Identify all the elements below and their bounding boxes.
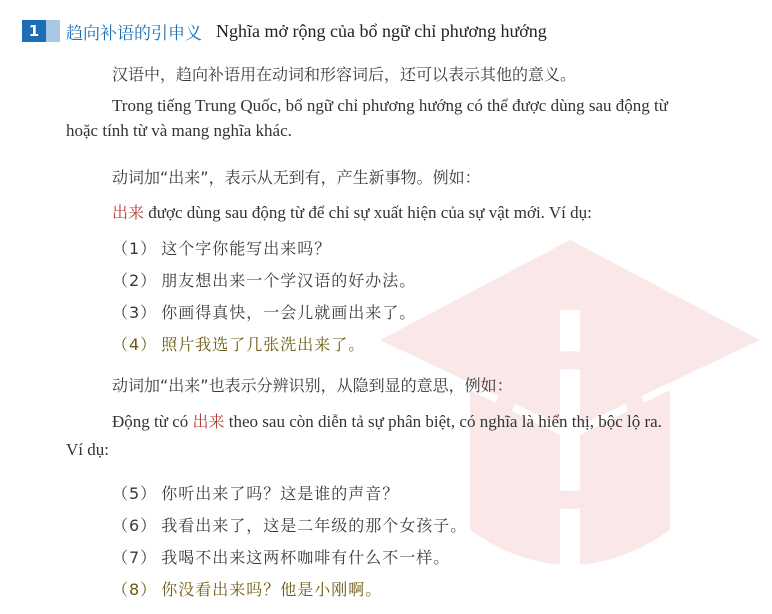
example-number: （8） <box>112 580 158 599</box>
section-title-vi: Nghĩa mở rộng của bổ ngữ chỉ phương hướng <box>216 20 547 41</box>
part2-vi-line1 <box>112 409 662 432</box>
intro-cn: 汉语中，趋向补语用在动词和形容词后，还可以表示其他的意义。 <box>112 65 577 84</box>
part1-vi-word: 出来 <box>112 203 145 222</box>
example-text: 这个字你能写出来吗？ <box>161 239 332 258</box>
example-number: （6） <box>112 516 158 535</box>
example-text: 我看出来了，这是二年级的那个女孩子。 <box>161 516 468 535</box>
example-3 <box>112 300 416 323</box>
section-number: 1 <box>22 20 46 42</box>
example-text: 你没看出来吗？他是小刚啊。 <box>161 580 383 599</box>
example-7 <box>112 545 450 568</box>
example-4 <box>112 332 365 355</box>
section-number-bar <box>46 20 60 42</box>
example-text: 照片我选了几张洗出来了。 <box>161 335 366 354</box>
section-heading <box>22 18 547 44</box>
example-number: （5） <box>112 484 158 503</box>
intro-vi-line1: Trong tiếng Trung Quốc, bổ ngữ chỉ phương hướng có thể được dùng sau động từ <box>112 96 668 115</box>
example-number: （4） <box>112 335 158 354</box>
part1-vi <box>112 200 592 223</box>
example-text: 朋友想出来一个学汉语的好办法。 <box>161 271 417 290</box>
part2-cn: 动词加“出来”也表示分辨识别，从隐到显的意思，例如： <box>112 376 513 395</box>
part1-vi-rest: được dùng sau động từ để chỉ sự xuất hiện của sự vật mới. Ví dụ: <box>144 203 592 222</box>
part2-vi-word: 出来 <box>192 412 225 431</box>
part2-vi-pre: Động từ có <box>112 412 193 431</box>
example-text: 你画得真快，一会儿就画出来了。 <box>161 303 417 322</box>
example-6 <box>112 513 467 536</box>
example-number: （1） <box>112 239 158 258</box>
example-5 <box>112 481 399 504</box>
example-2 <box>112 268 416 291</box>
part1-cn: 动词加“出来”，表示从无到有，产生新事物。例如： <box>112 168 481 187</box>
example-text: 我喝不出来这两杯咖啡有什么不一样。 <box>161 548 451 567</box>
section-title-cn: 趋向补语的引申义 <box>66 23 202 44</box>
example-8 <box>112 577 382 600</box>
example-number: （7） <box>112 548 158 567</box>
example-text: 你听出来了吗？这是谁的声音？ <box>161 484 400 503</box>
intro-vi-line2: hoặc tính từ và mang nghĩa khác. <box>66 121 292 140</box>
part2-vi-line2: Ví dụ: <box>66 440 109 459</box>
part2-vi-post: theo sau còn diễn tả sự phân biệt, có nghĩa là hiển thị, bộc lộ ra. <box>224 412 662 431</box>
example-number: （2） <box>112 271 158 290</box>
example-1 <box>112 236 331 259</box>
example-number: （3） <box>112 303 158 322</box>
